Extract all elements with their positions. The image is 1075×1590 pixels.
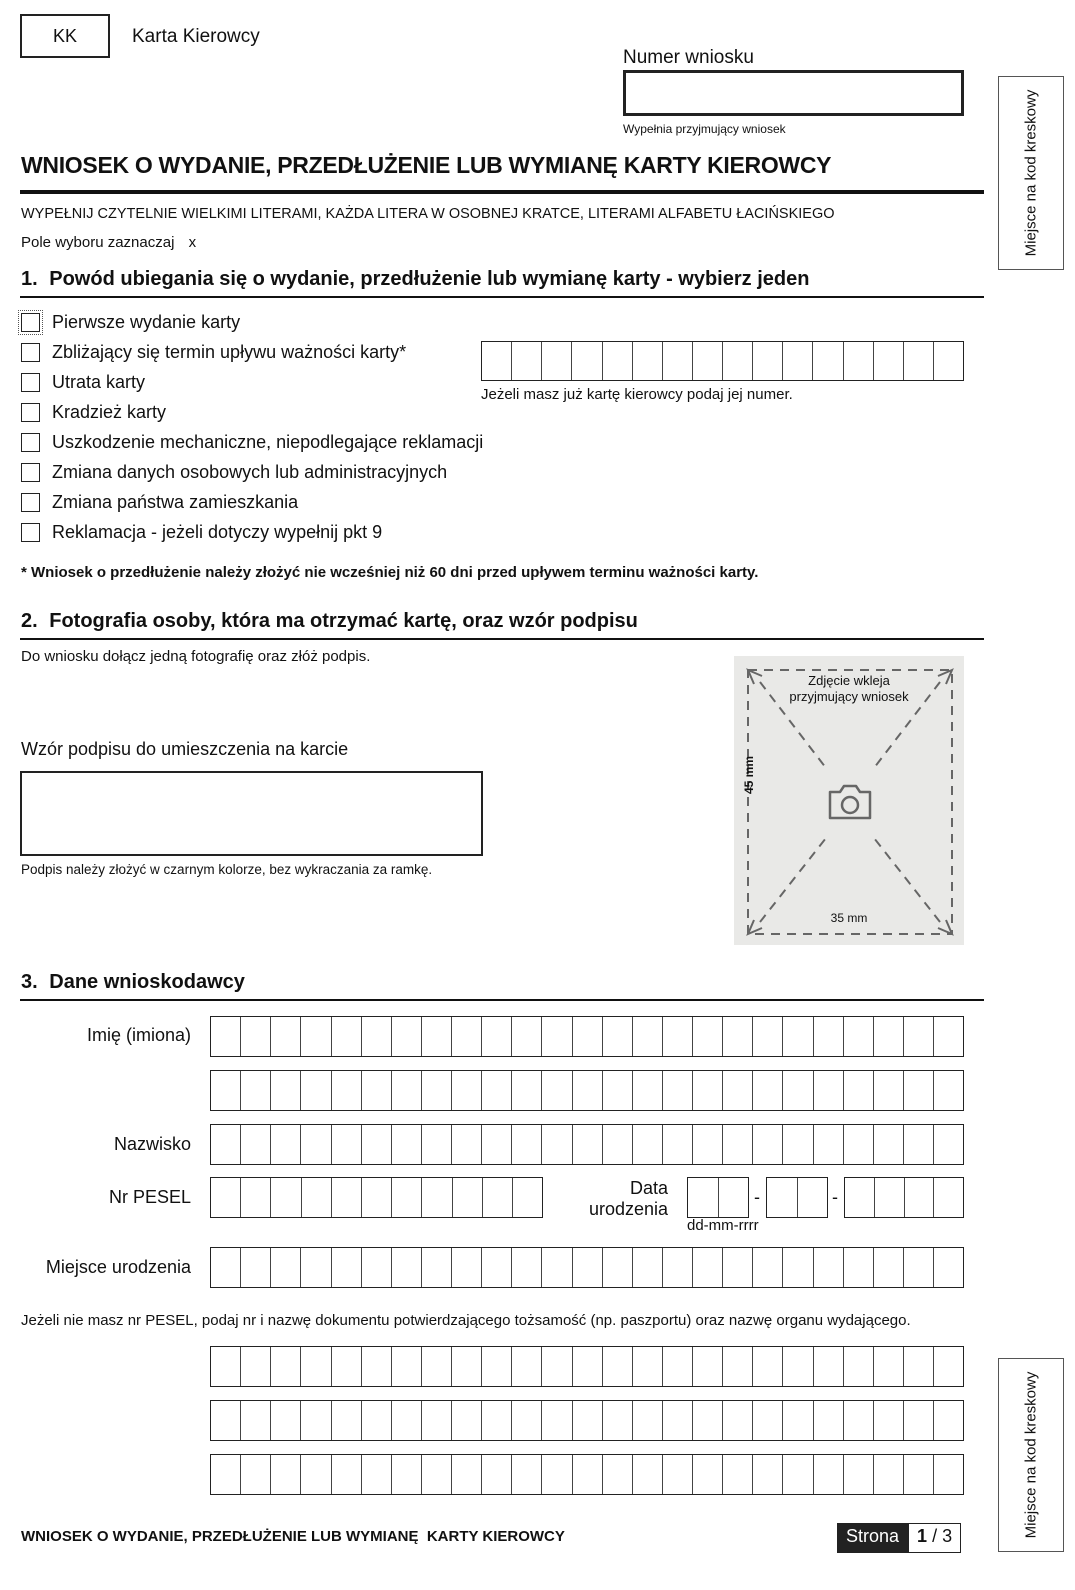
section-2-title: Fotografia osoby, która ma otrzymać kartę, oraz wzór podpisu — [49, 610, 638, 632]
dob-label-line2: urodzenia — [588, 1199, 668, 1219]
page-current: 1 — [917, 1526, 928, 1546]
first-name-field-line2[interactable] — [210, 1070, 964, 1111]
page-number — [909, 1524, 960, 1552]
barcode-label-top: Miejsce na kod kreskowy — [1022, 89, 1040, 257]
id-document-field-line3[interactable] — [210, 1454, 964, 1495]
reason-option-label: Utrata karty — [52, 372, 146, 392]
reason-checkbox-data-change[interactable] — [21, 463, 40, 482]
first-name-label: Imię (imiona) — [86, 1025, 191, 1045]
barcode-placeholder-bottom — [998, 1358, 1064, 1552]
first-name-field[interactable] — [210, 1016, 964, 1057]
section-1-heading — [21, 268, 809, 291]
section-3-rule — [20, 999, 984, 1001]
id-document-field-line1[interactable] — [210, 1346, 964, 1387]
barcode-label-bottom: Miejsce na kod kreskowy — [1022, 1371, 1040, 1539]
card-number-field[interactable] — [481, 341, 964, 381]
pesel-label: Nr PESEL — [108, 1187, 191, 1207]
signature-note: Podpis należy złożyć w czarnym kolorze, bez wykraczania za ramkę. — [21, 862, 433, 877]
section-1-rule — [20, 296, 984, 298]
dob-label-line1: Data — [629, 1178, 668, 1198]
signature-field[interactable] — [20, 771, 483, 856]
title-rule — [20, 190, 984, 194]
reason-option-label: Reklamacja - jeżeli dotyczy wypełnij pkt 9 — [52, 522, 383, 542]
photo-placeholder — [734, 656, 964, 945]
reason-checkbox-damage[interactable] — [21, 433, 40, 452]
reason-option-label: Zmiana państwa zamieszkania — [52, 492, 299, 512]
renewal-footnote: * Wniosek o przedłużenie należy złożyć nie wcześniej niż 60 dni przed upływem terminu ważności karty. — [21, 564, 759, 581]
application-number-note: Wypełnia przyjmujący wniosek — [623, 122, 786, 136]
page-total: 3 — [942, 1526, 953, 1546]
choice-hint — [21, 234, 196, 251]
photo-note — [734, 673, 964, 705]
section-1-title: Powód ubiegania się o wydanie, przedłużenie lub wymianę karty - wybierz jeden — [49, 268, 810, 290]
section-1-number: 1. — [21, 268, 38, 290]
camera-icon — [826, 782, 874, 822]
dob-month-field[interactable] — [766, 1177, 828, 1218]
card-number-note: Jeżeli masz już kartę kierowcy podaj jej numer. — [481, 386, 793, 403]
reason-checkbox-expiry[interactable] — [21, 343, 40, 362]
reason-option-label: Zbliżający się termin upływu ważności karty* — [52, 342, 407, 362]
application-number-field[interactable] — [623, 70, 964, 116]
dob-separator: - — [832, 1187, 838, 1207]
signature-label: Wzór podpisu do umieszczenia na karcie — [21, 739, 349, 759]
dob-day-field[interactable] — [687, 1177, 749, 1218]
form-code: KK — [52, 25, 77, 46]
birthplace-label: Miejsce urodzenia — [45, 1257, 191, 1277]
footer-title: WNIOSEK O WYDANIE, PRZEDŁUŻENIE LUB WYMIANĘ KARTY KIEROWCY — [21, 1528, 565, 1545]
reason-checkbox-first-issue[interactable] — [21, 313, 40, 332]
reason-option-label: Pierwsze wydanie karty — [52, 312, 241, 332]
birthplace-field[interactable] — [210, 1247, 964, 1288]
section-3-number: 3. — [21, 971, 38, 993]
form-name: Karta Kierowcy — [132, 26, 260, 47]
section-2-intro: Do wniosku dołącz jedną fotografię oraz złóż podpis. — [21, 648, 371, 665]
photo-note-line2: przyjmujący wniosek — [789, 689, 909, 704]
section-2-rule — [20, 638, 984, 640]
section-3-heading — [21, 971, 245, 994]
page-indicator — [837, 1523, 961, 1553]
surname-field[interactable] — [210, 1124, 964, 1165]
section-2-number: 2. — [21, 610, 38, 632]
pesel-field[interactable] — [210, 1177, 543, 1218]
choice-hint-text: Pole wyboru zaznaczaj — [21, 234, 175, 251]
choice-mark: x — [188, 234, 197, 251]
barcode-placeholder-top — [998, 76, 1064, 270]
dob-format-hint: dd-mm-rrrr — [687, 1217, 759, 1234]
no-pesel-note: Jeżeli nie masz nr PESEL, podaj nr i nazwę dokumentu potwierdzającego tożsamość (np. paszportu) oraz nazwę organu wydającego. — [21, 1312, 911, 1329]
dob-label — [560, 1178, 668, 1220]
surname-label: Nazwisko — [113, 1134, 191, 1154]
reason-option-label: Uszkodzenie mechaniczne, niepodlegające reklamacji — [52, 432, 484, 452]
page-separator: / — [932, 1526, 938, 1546]
photo-width-label: 35 mm — [830, 911, 868, 925]
photo-height-label: 45 mm — [742, 755, 756, 794]
reason-checkbox-complaint[interactable] — [21, 523, 40, 542]
id-document-field-line2[interactable] — [210, 1400, 964, 1441]
page-title: WNIOSEK O WYDANIE, PRZEDŁUŻENIE LUB WYMIANĘ KARTY KIEROWCY — [21, 152, 832, 178]
photo-note-line1: Zdjęcie wkleja — [808, 673, 890, 688]
page-label: Strona — [838, 1524, 909, 1552]
reason-option-label: Kradzież karty — [52, 402, 167, 422]
reason-checkbox-country-change[interactable] — [21, 493, 40, 512]
reason-checkbox-theft[interactable] — [21, 403, 40, 422]
reason-option-label: Zmiana danych osobowych lub administracyjnych — [52, 462, 448, 482]
fill-instruction: WYPEŁNIJ CZYTELNIE WIELKIMI LITERAMI, KAŻDA LITERA W OSOBNEJ KRATCE, LITERAMI ALFABETU ŁACIŃSKIEGO — [21, 206, 835, 222]
section-3-title: Dane wnioskodawcy — [49, 971, 245, 993]
form-code-box — [20, 14, 110, 58]
dob-year-field[interactable] — [844, 1177, 964, 1218]
section-2-heading — [21, 610, 638, 633]
reason-checkbox-loss[interactable] — [21, 373, 40, 392]
application-number-label: Numer wniosku — [623, 47, 754, 68]
dob-separator: - — [754, 1187, 760, 1207]
